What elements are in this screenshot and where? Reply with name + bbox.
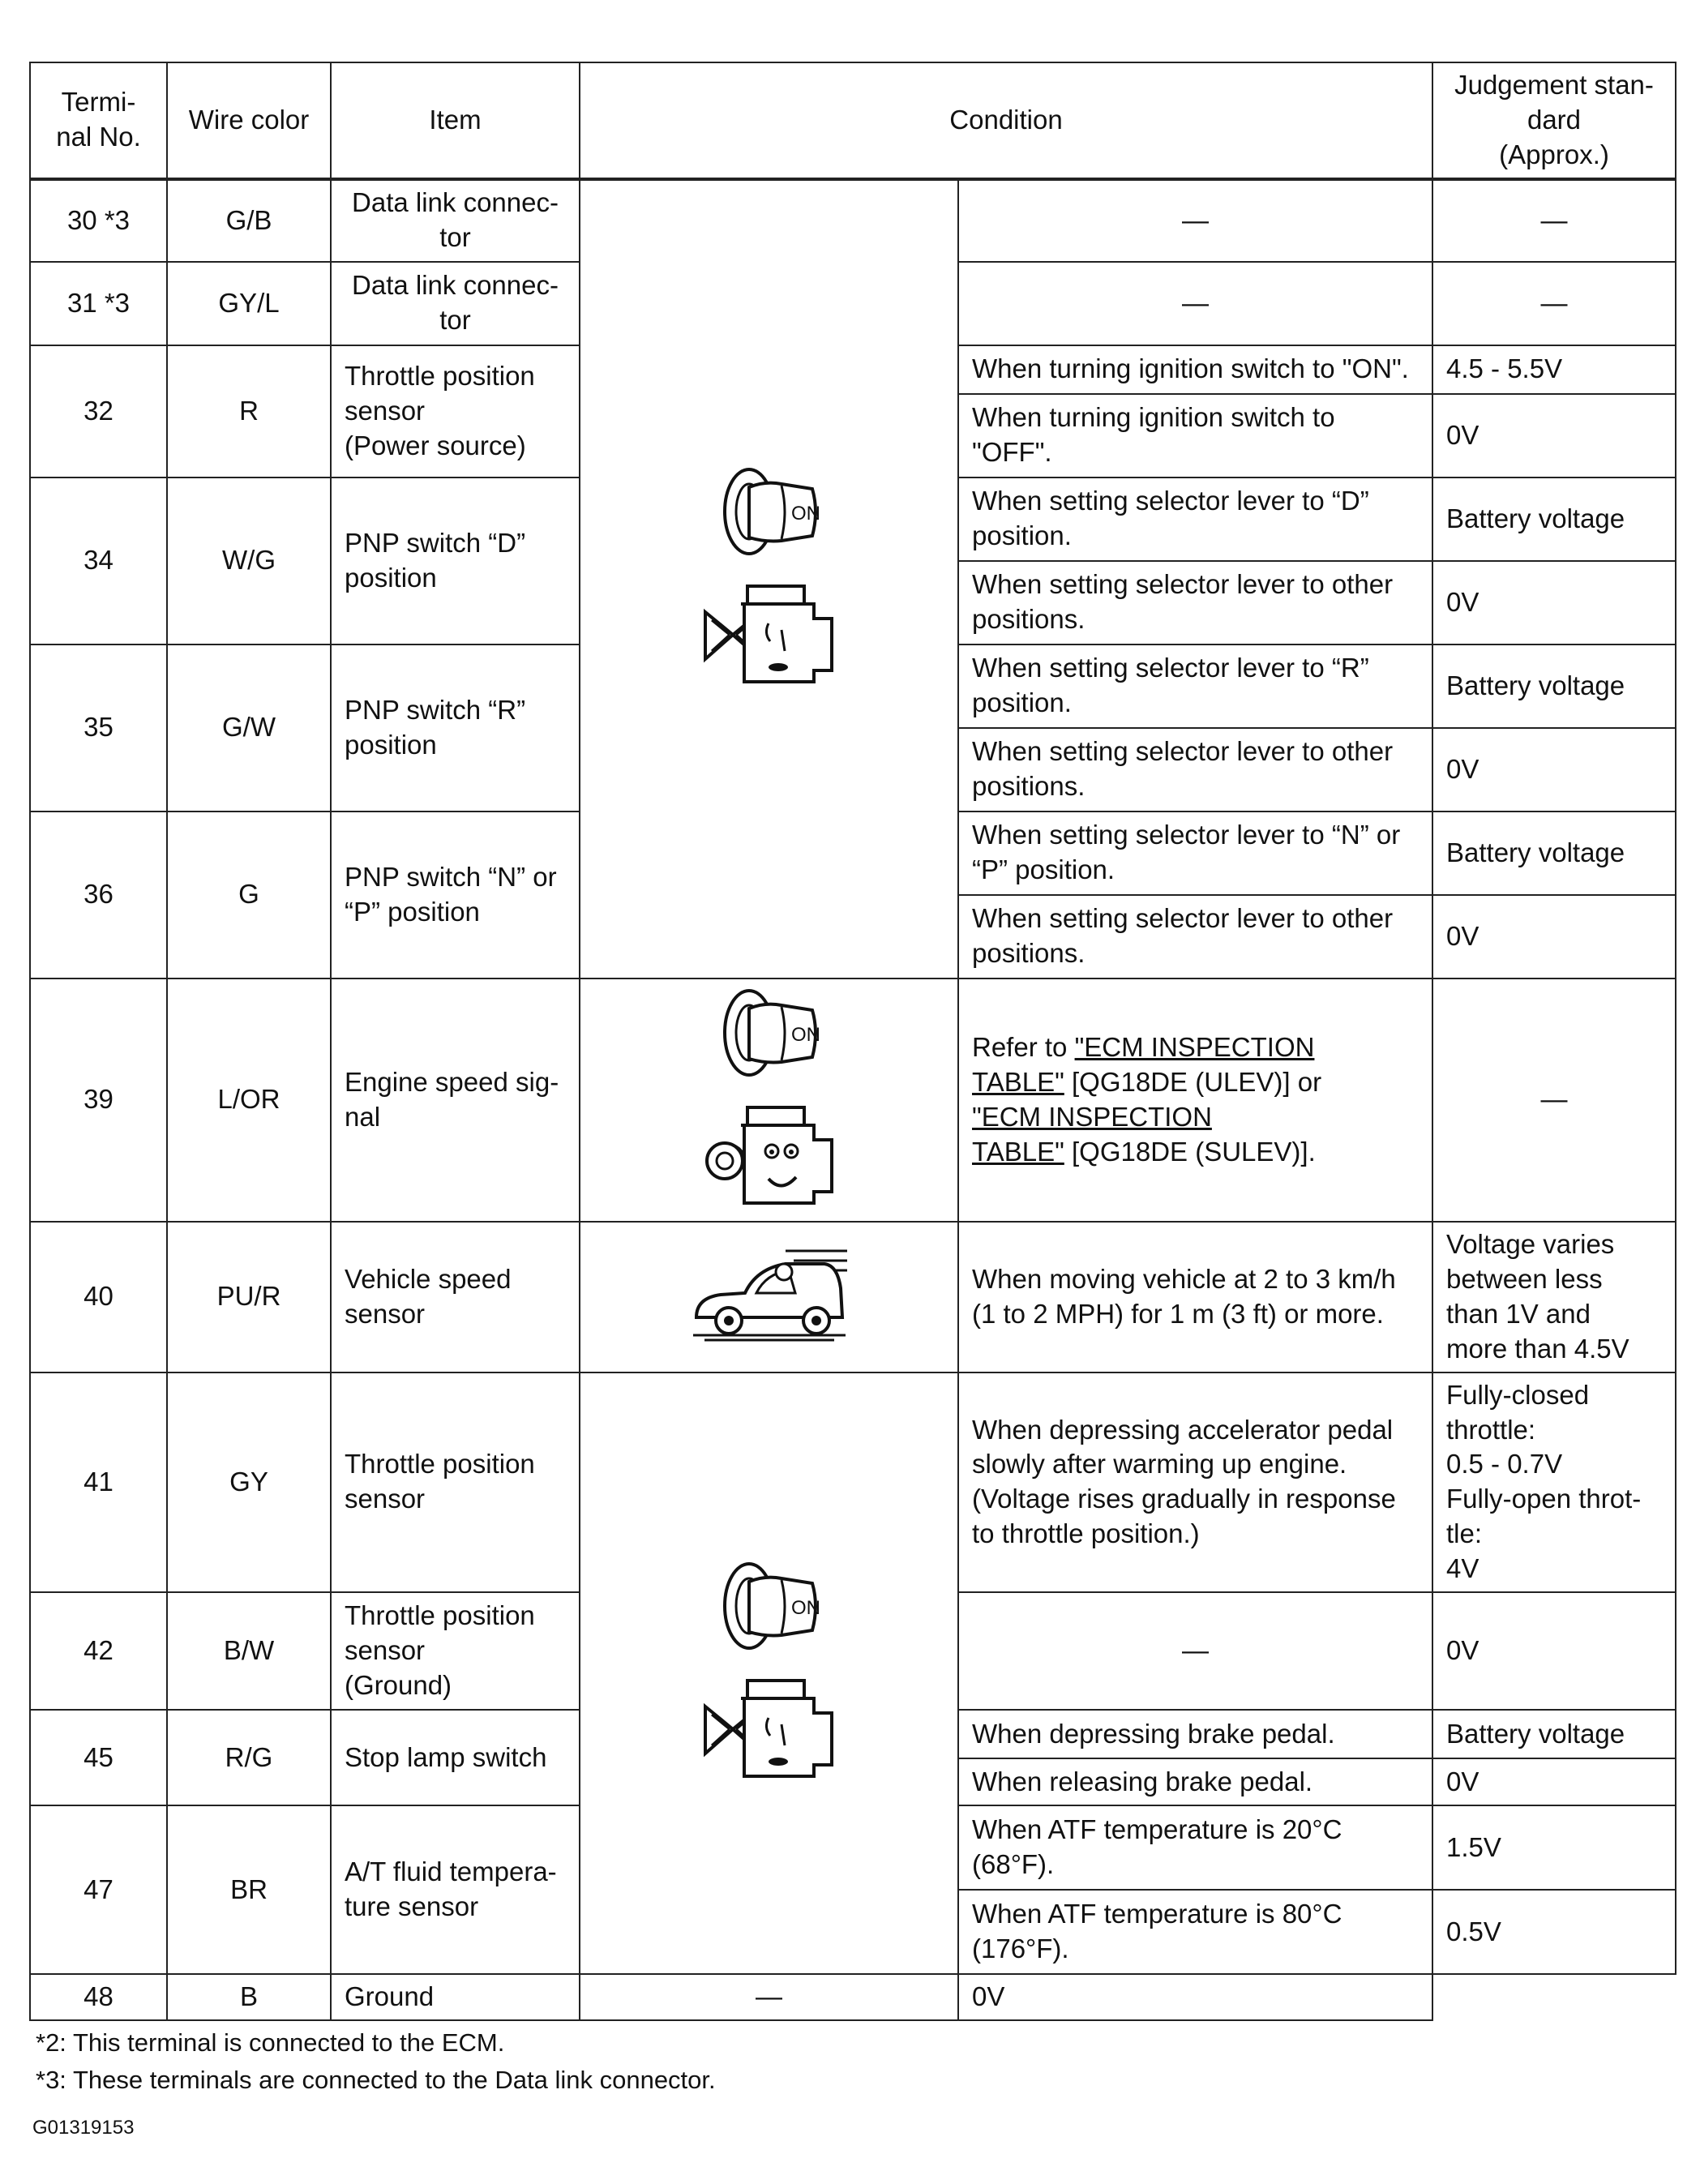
- wire-color-cell: GY/L: [167, 262, 331, 345]
- judgement-cell: 0V: [958, 1974, 1432, 2020]
- terminal-cell: 40: [30, 1222, 167, 1372]
- ignition-key-on-icon: [717, 463, 822, 560]
- judgement-cell: Battery voltage: [1432, 644, 1676, 728]
- footnote-ecm: *2: This terminal is connected to the ECM.: [36, 2028, 505, 2057]
- judgement-cell: —: [1432, 979, 1676, 1222]
- condition-cell: When turning ignition switch to "OFF".: [958, 394, 1432, 477]
- condition-cell: When setting selector lever to other positions.: [958, 561, 1432, 644]
- condition-icon-cell: [580, 979, 958, 1222]
- wire-color-cell: B/W: [167, 1592, 331, 1710]
- item-cell: A/T fluid tempera- ture sensor: [331, 1805, 580, 1974]
- condition-cell: When moving vehicle at 2 to 3 km/h (1 to 2 MPH) for 1 m (3 ft) or more.: [958, 1222, 1432, 1372]
- judgement-cell: 0.5V: [1432, 1890, 1676, 1974]
- condition-cell: —: [958, 262, 1432, 345]
- judgement-cell: 0V: [1432, 895, 1676, 979]
- judgement-cell: —: [1432, 179, 1676, 262]
- terminal-cell: 41: [30, 1372, 167, 1592]
- wire-color-cell: PU/R: [167, 1222, 331, 1372]
- ignition-key-on-icon: [717, 984, 822, 1081]
- condition-icon-cell: [580, 179, 958, 979]
- wire-color-cell: B: [167, 1974, 331, 2020]
- ecm-inspection-table-link-sulev[interactable]: "ECM INSPECTION TABLE": [972, 1101, 1212, 1167]
- table-row: [30, 179, 1676, 262]
- condition-cell: When releasing brake pedal.: [958, 1758, 1432, 1805]
- item-cell: Data link connec- tor: [331, 179, 580, 262]
- item-cell: PNP switch “R” position: [331, 644, 580, 812]
- condition-icon-cell: [580, 1372, 958, 1974]
- item-cell: PNP switch “D” position: [331, 477, 580, 644]
- condition-cell: When ATF temperature is 20°C (68°F).: [958, 1805, 1432, 1890]
- header-item: Item: [331, 62, 580, 179]
- condition-cell: When depressing accelerator pedal slowly after warming up engine. (Voltage rises gradually in response to throttle position.): [958, 1372, 1432, 1592]
- item-cell: Throttle position sensor: [331, 1372, 580, 1592]
- wire-color-cell: L/OR: [167, 979, 331, 1222]
- judgement-cell: 0V: [1432, 1758, 1676, 1805]
- terminal-cell: 31 *3: [30, 262, 167, 345]
- judgement-cell: Fully-closed throttle: 0.5 - 0.7V Fully-open throt- tle: 4V: [1432, 1372, 1676, 1592]
- wire-color-cell: W/G: [167, 477, 331, 644]
- item-cell: Data link connec- tor: [331, 262, 580, 345]
- terminal-cell: 48: [30, 1974, 167, 2020]
- engine-stopped-icon: [700, 1676, 838, 1789]
- judgement-cell: Battery voltage: [1432, 1710, 1676, 1758]
- wire-color-cell: G/W: [167, 644, 331, 812]
- condition-icon-cell: [580, 1222, 958, 1372]
- condition-cell: When setting selector lever to “D” position.: [958, 477, 1432, 561]
- item-cell: PNP switch “N” or “P” position: [331, 812, 580, 979]
- moving-vehicle-icon: [688, 1240, 850, 1345]
- judgement-cell: 4.5 - 5.5V: [1432, 345, 1676, 394]
- terminal-cell: 35: [30, 644, 167, 812]
- condition-cell: When setting selector lever to “R” position.: [958, 644, 1432, 728]
- condition-cell: When depressing brake pedal.: [958, 1710, 1432, 1758]
- terminal-cell: 42: [30, 1592, 167, 1710]
- condition-cell: —: [580, 1974, 958, 2020]
- judgement-cell: 0V: [1432, 394, 1676, 477]
- condition-cell: When turning ignition switch to "ON".: [958, 345, 1432, 394]
- condition-cell: Refer to "ECM INSPECTION TABLE" [QG18DE (ULEV)] or "ECM INSPECTION TABLE" [QG18DE (SULEV)].: [958, 979, 1432, 1222]
- terminal-cell: 39: [30, 979, 167, 1222]
- condition-cell: When setting selector lever to “N” or “P” position.: [958, 812, 1432, 895]
- terminal-cell: 32: [30, 345, 167, 477]
- judgement-cell: Voltage varies between less than 1V and more than 4.5V: [1432, 1222, 1676, 1372]
- condition-cell: When setting selector lever to other positions.: [958, 895, 1432, 979]
- wire-color-cell: R: [167, 345, 331, 477]
- terminal-cell: 36: [30, 812, 167, 979]
- wire-color-cell: G/B: [167, 179, 331, 262]
- header-terminal: Termi- nal No.: [30, 62, 167, 179]
- judgement-cell: 0V: [1432, 561, 1676, 644]
- judgement-cell: Battery voltage: [1432, 477, 1676, 561]
- header-condition: Condition: [580, 62, 1432, 179]
- wire-color-cell: R/G: [167, 1710, 331, 1805]
- figure-code: G01319153: [32, 2117, 135, 2139]
- engine-stopped-icon: [700, 581, 838, 695]
- condition-cell: —: [958, 1592, 1432, 1710]
- item-cell: Ground: [331, 1974, 580, 2020]
- terminal-cell: 47: [30, 1805, 167, 1974]
- footnote-data-link: *3: These terminals are connected to the Data link connector.: [36, 2066, 716, 2094]
- item-cell: Throttle position sensor (Ground): [331, 1592, 580, 1710]
- table-row: [30, 1372, 1676, 1592]
- terminal-cell: 45: [30, 1710, 167, 1805]
- judgement-cell: 1.5V: [1432, 1805, 1676, 1890]
- table-row: [30, 979, 1676, 1222]
- wire-color-cell: G: [167, 812, 331, 979]
- header-judgement: Judgement stan- dard (Approx.): [1432, 62, 1676, 179]
- judgement-cell: —: [1432, 262, 1676, 345]
- condition-cell: When ATF temperature is 80°C (176°F).: [958, 1890, 1432, 1974]
- judgement-cell: Battery voltage: [1432, 812, 1676, 895]
- table-row: [30, 1222, 1676, 1372]
- item-cell: Stop lamp switch: [331, 1710, 580, 1805]
- condition-cell: —: [958, 179, 1432, 262]
- engine-running-icon: [700, 1103, 838, 1216]
- table-row: [30, 1974, 1676, 2020]
- terminal-cell: 30 *3: [30, 179, 167, 262]
- ecm-inspection-table-link-ulev[interactable]: "ECM INSPECTION TABLE": [972, 1031, 1315, 1097]
- judgement-cell: 0V: [1432, 1592, 1676, 1710]
- wire-color-cell: BR: [167, 1805, 331, 1974]
- condition-cell: When setting selector lever to other positions.: [958, 728, 1432, 812]
- item-cell: Engine speed sig- nal: [331, 979, 580, 1222]
- ignition-key-on-icon: [717, 1557, 822, 1655]
- wire-color-cell: GY: [167, 1372, 331, 1592]
- item-cell: Throttle position sensor (Power source): [331, 345, 580, 477]
- item-cell: Vehicle speed sensor: [331, 1222, 580, 1372]
- header-wire-color: Wire color: [167, 62, 331, 179]
- ecm-terminal-table: [29, 62, 1676, 2021]
- judgement-cell: 0V: [1432, 728, 1676, 812]
- terminal-cell: 34: [30, 477, 167, 644]
